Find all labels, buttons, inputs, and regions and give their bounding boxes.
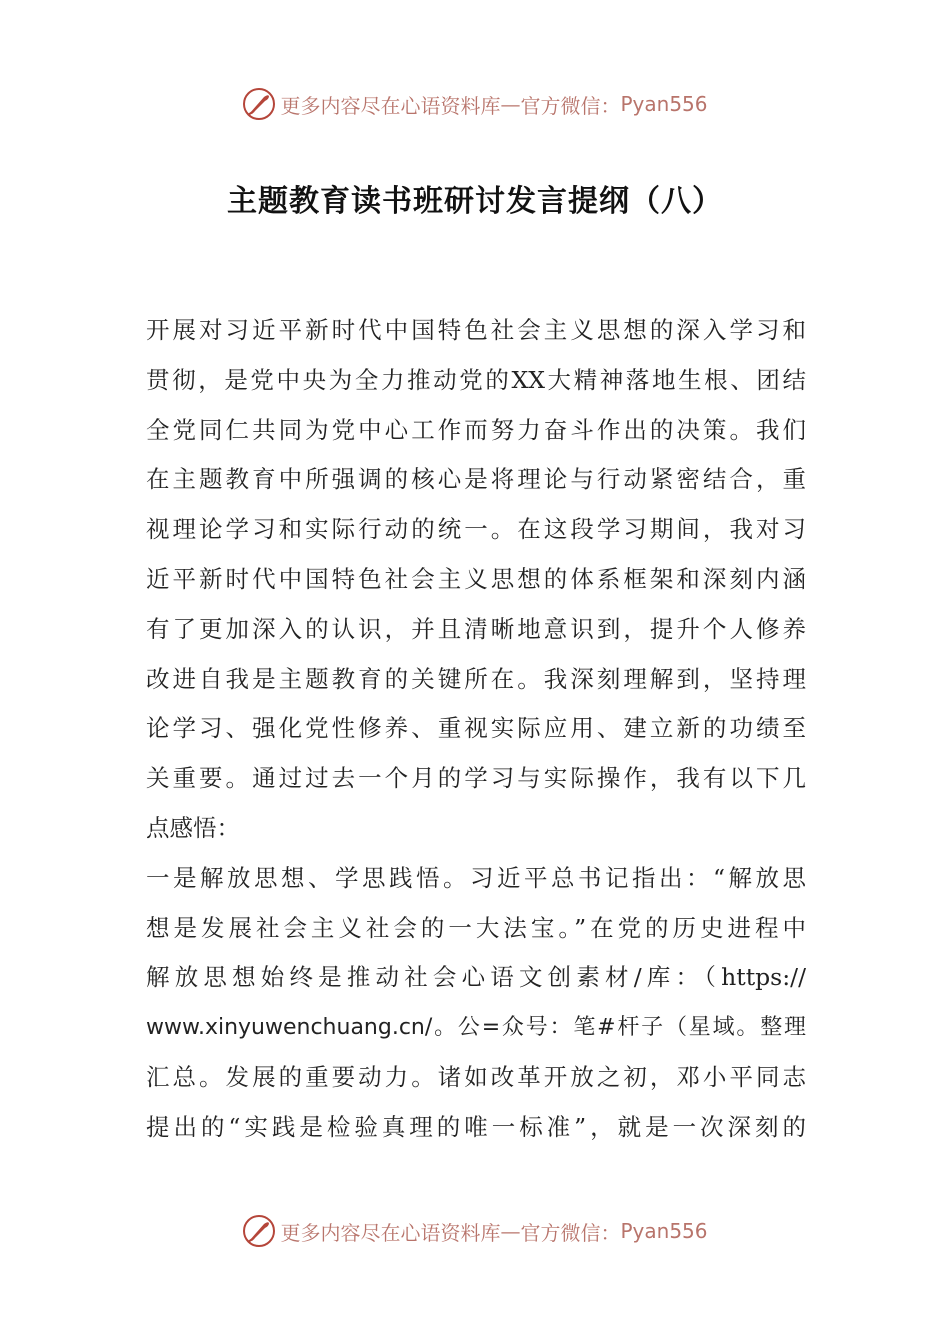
text-line: 想是发展社会主义社会的一大法宝。”在党的历史进程中: [146, 913, 806, 942]
text-line: 关重要。通过过去一个月的学习与实际操作，我有以下几: [146, 764, 806, 793]
text-line: 全党同仁共同为党中心工作而努力奋斗作出的决策。我们: [146, 415, 806, 444]
text-line: 贯彻，是党中央为全力推动党的XX大精神落地生根、团结: [146, 365, 806, 394]
banner-library-text: 更多内容尽在心语资料库: [280, 93, 501, 118]
text-line: 一是解放思想、学思践悟。习近平总书记指出：“解放思: [146, 863, 806, 892]
document-body: [146, 306, 806, 1153]
quill-logo-icon: [242, 1214, 276, 1248]
banner-library-text: 更多内容尽在心语资料库: [280, 1220, 501, 1245]
text-line: 在主题教育中所强调的核心是将理论与行动紧密结合，重: [146, 465, 806, 494]
header-watermark-banner: [0, 84, 950, 124]
document-title: 主题教育读书班研讨发言提纲（八）: [227, 184, 723, 219]
banner-wechat-id: Pyan556: [620, 92, 708, 116]
banner-wechat-label: 官方微信：: [520, 1220, 621, 1245]
quill-logo-icon: [242, 87, 276, 121]
banner-dash: —: [500, 92, 521, 116]
text-line: 近平新时代中国特色社会主义思想的体系框架和深刻内涵: [146, 564, 806, 593]
text-line: 有了更加深入的认识，并且清晰地意识到，提升个人修养: [146, 614, 806, 643]
text-line: 视理论学习和实际行动的统一。在这段学习期间，我对习: [146, 515, 806, 544]
text-line: 解放思想始终是推动社会心语文创素材/库：（https://: [146, 963, 806, 992]
banner-wechat-id: Pyan556: [620, 1219, 708, 1243]
banner-dash: —: [500, 1219, 521, 1243]
text-line: 改进自我是主题教育的关键所在。我深刻理解到，坚持理: [146, 664, 806, 693]
paragraph-2: [146, 854, 806, 1153]
text-line: 点感悟：: [146, 813, 240, 842]
footer-watermark-banner: [0, 1211, 950, 1251]
text-line: 论学习、强化党性修养、重视实际应用、建立新的功绩至: [146, 714, 806, 743]
paragraph-1: [146, 306, 806, 854]
banner-wechat-label: 官方微信：: [520, 93, 621, 118]
text-line: 提出的“实践是检验真理的唯一标准”，就是一次深刻的: [146, 1112, 806, 1141]
text-line: 汇总。发展的重要动力。诸如改革开放之初，邓小平同志: [146, 1062, 806, 1091]
text-line: www.xinyuwenchuang.cn/。公=众号：笔#杆子（星域。整理: [146, 1015, 806, 1041]
text-line: 开展对习近平新时代中国特色社会主义思想的深入学习和: [146, 316, 806, 344]
